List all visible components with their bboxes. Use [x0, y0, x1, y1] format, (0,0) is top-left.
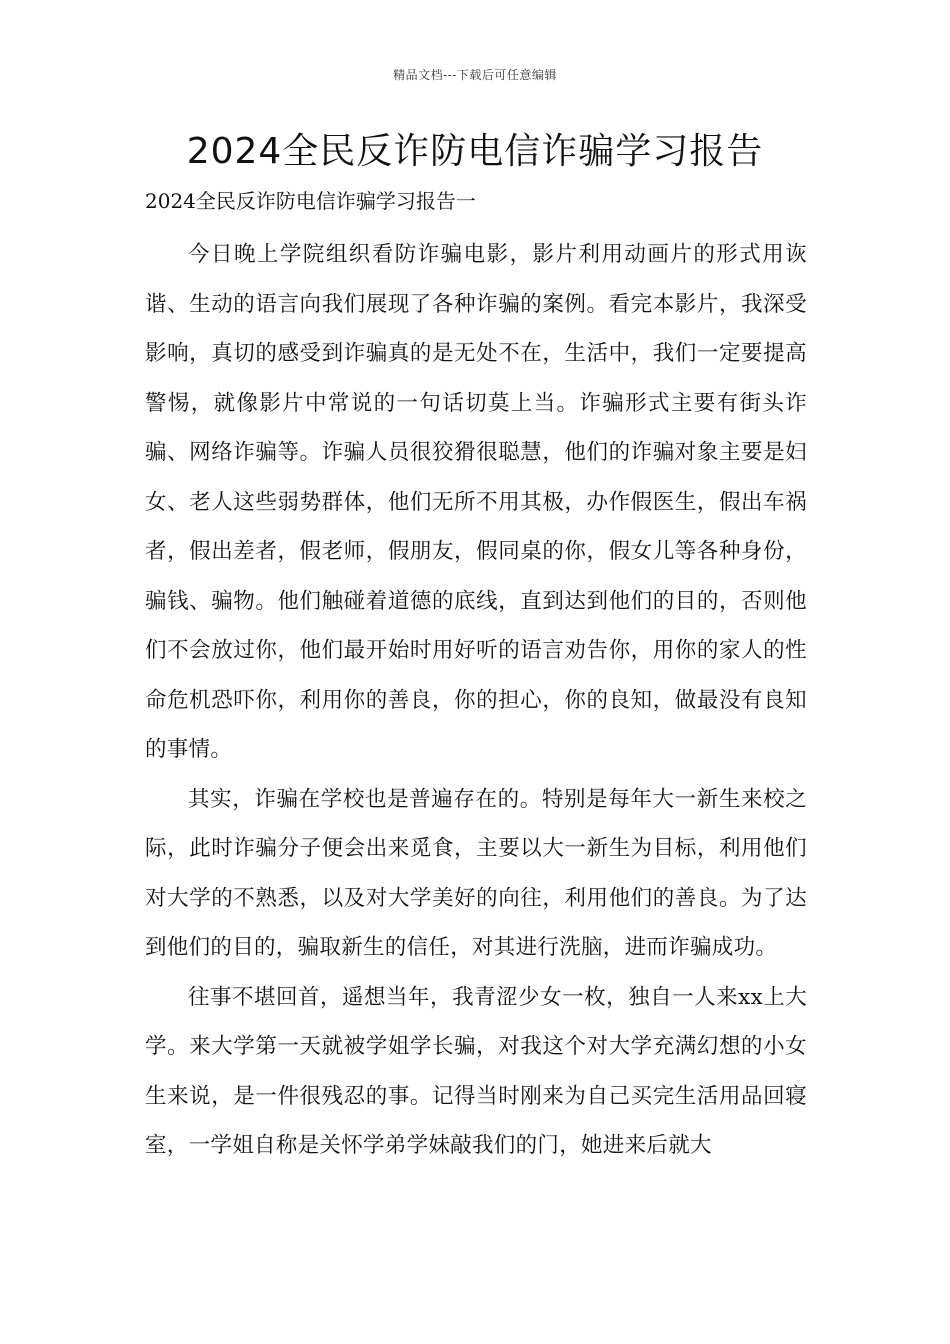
- header-note: 精品文档---下载后可任意编辑: [393, 68, 557, 82]
- paragraph: 往事不堪回首，遥想当年，我青涩少女一枚，独自一人来xx上大学。来大学第一天就被学姐学长骗，对我这个对大学充满幻想的小女生来说，是一件很残忍的事。记得当时刚来为自己买完生活用品回寝室，一学姐自称是关怀学弟学妹敲我们的门，她进来后就大: [145, 984, 807, 1158]
- section-subtitle: 2024全民反诈防电信诈骗学习报告一: [145, 189, 476, 213]
- paragraph: 其实，诈骗在学校也是普遍存在的。特别是每年大一新生来校之际，此时诈骗分子便会出来觅食，主要以大一新生为目标，利用他们对大学的不熟悉，以及对大学美好的向往，利用他们的善良。为了达到他们的目的，骗取新生的信任，对其进行洗脑，进而诈骗成功。: [145, 786, 807, 960]
- document-title: 2024全民反诈防电信诈骗学习报告: [186, 131, 764, 172]
- document-body: [145, 230, 807, 1171]
- paragraph: 今日晚上学院组织看防诈骗电影，影片利用动画片的形式用诙谐、生动的语言向我们展现了各种诈骗的案例。看完本影片，我深受影响，真切的感受到诈骗真的是无处不在，生活中，我们一定要提高警惕，就像影片中常说的一句话切莫上当。诈骗形式主要有街头诈骗、网络诈骗等。诈骗人员很狡猾很聪慧，他们的诈骗对象主要是妇女、老人这些弱势群体，他们无所不用其极，办作假医生，假出车祸者，假出差者，假老师，假朋友，假同桌的你，假女儿等各种身份，骗钱、骗物。他们触碰着道德的底线，直到达到他们的目的，否则他们不会放过你，他们最开始时用好听的语言劝告你，用你的家人的性命危机恐吓你，利用你的善良，你的担心，你的良知，做最没有良知的事情。: [145, 242, 807, 762]
